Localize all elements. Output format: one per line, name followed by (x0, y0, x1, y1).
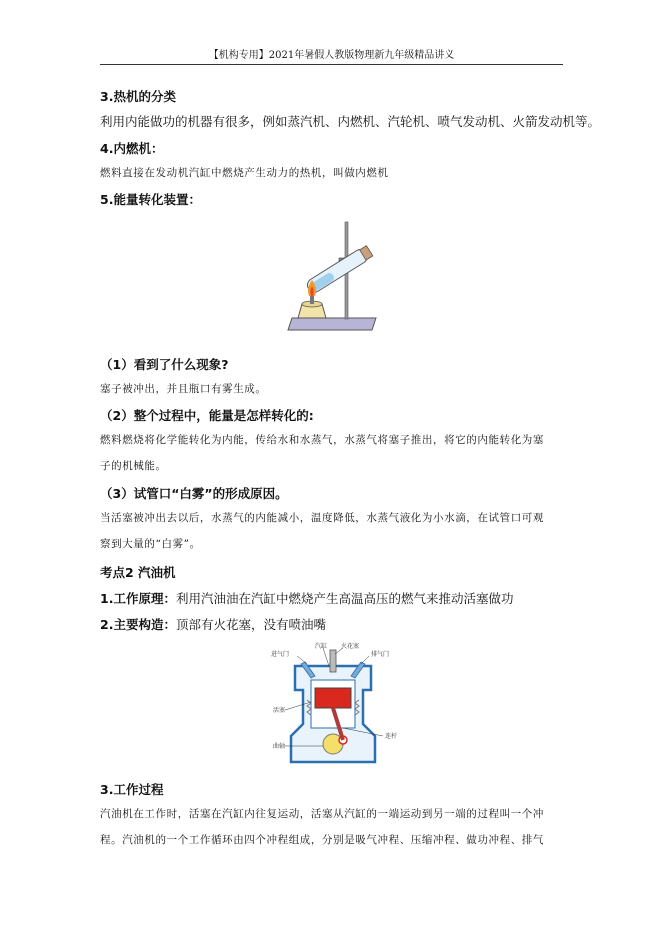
label-connecting-rod: 连杆 (385, 733, 398, 740)
principle-label: 1.工作原理： (100, 591, 176, 606)
label-piston: 活塞 (273, 707, 286, 714)
label-spark-plug: 火花塞 (341, 643, 360, 650)
question-2-body-line-1: 燃料燃烧将化学能转化为内能，传给水和水蒸气，水蒸气将塞子推出，将它的内能转化为塞 (100, 434, 544, 446)
question-3-body-line-1: 当活塞被冲出去以后，水蒸气的内能减小，温度降低，水蒸气液化为小水滴，在试管口可观 (100, 512, 544, 524)
section-3-title: 3.热机的分类 (100, 89, 176, 104)
key-point-2-title: 考点2 汽油机 (100, 565, 176, 580)
work-process-body-line-1: 汽油机在工作时，活塞在汽缸内往复运动，活塞从汽缸的一端运动到另一端的过程叫一个冲 (100, 808, 544, 820)
structure-text: 顶部有火花塞，没有喷油嘴 (175, 617, 326, 632)
principle-text: 利用汽油油在汽缸中燃烧产生高温高压的燃气来推动活塞做功 (175, 591, 514, 606)
work-process-title: 3.工作过程 (100, 782, 164, 797)
structure-label: 2.主要构造： (100, 617, 176, 632)
structure-line (100, 615, 326, 633)
question-1-body: 塞子被冲出，并且瓶口有雾生成。 (100, 383, 267, 395)
question-3-body-line-2: 察到大量的“白雾”。 (100, 538, 201, 550)
label-crankshaft: 曲轴 (273, 743, 286, 750)
label-cylinder: 汽缸 (315, 643, 328, 650)
page-header: 【机构专用】2021年暑假人教版物理新九年级精品讲义 (100, 46, 563, 65)
section-3-body: 利用内能做功的机器有很多，例如蒸汽机、内燃机、汽轮机、喷气发动机、火箭发动机等。 (100, 114, 601, 129)
question-2-title: （2）整个过程中，能量是怎样转化的: (100, 408, 314, 423)
question-2-body-line-2: 子的机械能。 (100, 460, 167, 472)
section-5-title: 5.能量转化装置： (100, 192, 201, 207)
section-4-title: 4.内燃机： (100, 141, 164, 156)
label-exhaust-valve: 排气门 (371, 651, 390, 658)
work-process-body-line-2: 程。汽油机的一个工作循环由四个冲程组成，分别是吸气冲程、压缩冲程、做功冲程、排气 (100, 834, 544, 846)
gasoline-engine-figure (263, 640, 403, 770)
section-4-body: 燃料直接在发动机汽缸中燃烧产生动力的热机，叫做内燃机 (100, 167, 389, 179)
question-3-title: （3）试管口“白雾”的形成原因。 (100, 486, 288, 501)
principle-line (100, 589, 513, 607)
test-tube-apparatus-figure (284, 218, 384, 338)
question-1-title: （1）看到了什么现象? (100, 357, 229, 372)
label-intake-valve: 进气门 (271, 651, 290, 658)
